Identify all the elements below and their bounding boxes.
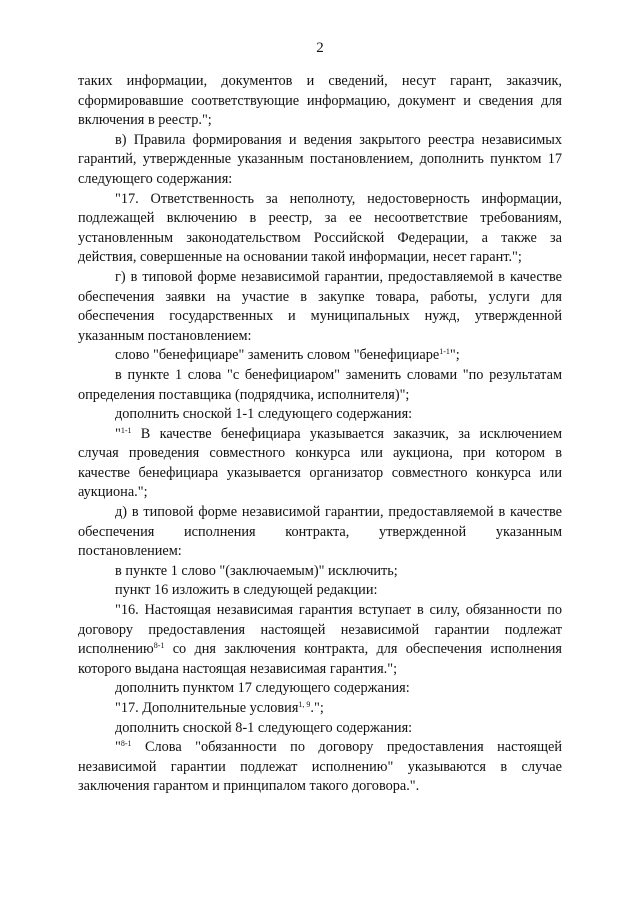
page-number: 2	[316, 40, 324, 56]
paragraph-12	[78, 601, 562, 679]
document-body	[78, 72, 562, 797]
paragraph-8	[78, 425, 562, 503]
paragraph-12-tail: со дня заключения контракта, для обеспечения исполнения которого выдана настоящая независимая гарантия.";	[78, 641, 562, 677]
paragraph-5	[78, 346, 562, 366]
paragraph-10: в пункте 1 слово "(заключаемым)" исключить;	[115, 562, 398, 579]
paragraph-6: в пункте 1 слова "с бенефициаром" заменить словами "по результатам определения поставщика (подрядчика, исполнителя)";	[78, 366, 562, 403]
paragraph-8-quote: "	[115, 425, 121, 442]
paragraph-5-tail: ";	[449, 347, 460, 364]
paragraph-14-tail: .";	[310, 700, 324, 716]
footnote-ref-1-1: 1-1	[439, 347, 450, 357]
paragraph-9: д) в типовой форме независимой гарантии, предоставляемой в качестве обеспечения исполнения контракта, утвержденной указанным постановлением:	[78, 504, 562, 560]
paragraph-4: г) в типовой форме независимой гарантии, предоставляемой в качестве обеспечения заявки на участие в закупке товара, работы, услуги для обеспечения государственных и муниципальных нужд, утвержденной указанным постановлением:	[78, 268, 562, 344]
paragraph-2: в) Правила формирования и ведения закрытого реестра независимых гарантий, утвержденные указанным постановлением, дополнить пунктом 17 следующего содержания:	[78, 131, 562, 187]
paragraph-13: дополнить пунктом 17 следующего содержания:	[115, 680, 410, 697]
paragraph-11: пункт 16 изложить в следующей редакции:	[115, 582, 378, 599]
footnote-mark-8-1: 8-1	[120, 739, 132, 749]
footnote-ref-1-9: 1, 9	[298, 700, 311, 709]
footnote-ref-8-1: 8-1	[153, 641, 165, 651]
paragraph-1: таких информации, документов и сведений, несут гарант, заказчик, сформировавшие соответствующие информацию, документ и сведения для включения в реестр.";	[78, 73, 562, 129]
paragraph-16-quote: "	[115, 739, 121, 756]
paragraph-12-text: "16. Настоящая независимая гарантия вступает в силу, обязанности по договору предоставления настоящей независимой гарантии подлежат исполнению	[78, 602, 562, 658]
paragraph-5-text: слово "бенефициаре" заменить словом "бенефициаре	[115, 347, 440, 364]
paragraph-8-text: В качестве бенефициара указывается заказчик, за исключением случая проведения совместного конкурса или аукциона, при котором в качестве бенефициара указывается организатор совместного конкурса или аукциона.";	[78, 425, 562, 501]
footnote-mark-1-1: 1-1	[120, 425, 132, 435]
paragraph-16-text: Слова "обязанности по договору предоставления настоящей независимой гарантии подлежат исполнению" указываются в случае заключения гарантом и принципалом такого договора.".	[78, 739, 562, 795]
paragraph-7: дополнить сноской 1-1 следующего содержания:	[115, 406, 413, 423]
paragraph-3: "17. Ответственность за неполноту, недостоверность информации, подлежащей включению в реестр, за ее несоответствие требованиям, установленным законодательством Российской Федерации, а также за действия, совершенные на основании такой информации, несет гарант.";	[78, 190, 562, 266]
paragraph-14	[78, 699, 562, 719]
paragraph-14-text: "17. Дополнительные условия	[115, 700, 299, 716]
paragraph-15: дополнить сноской 8-1 следующего содержания:	[115, 719, 413, 736]
paragraph-16	[78, 738, 562, 797]
